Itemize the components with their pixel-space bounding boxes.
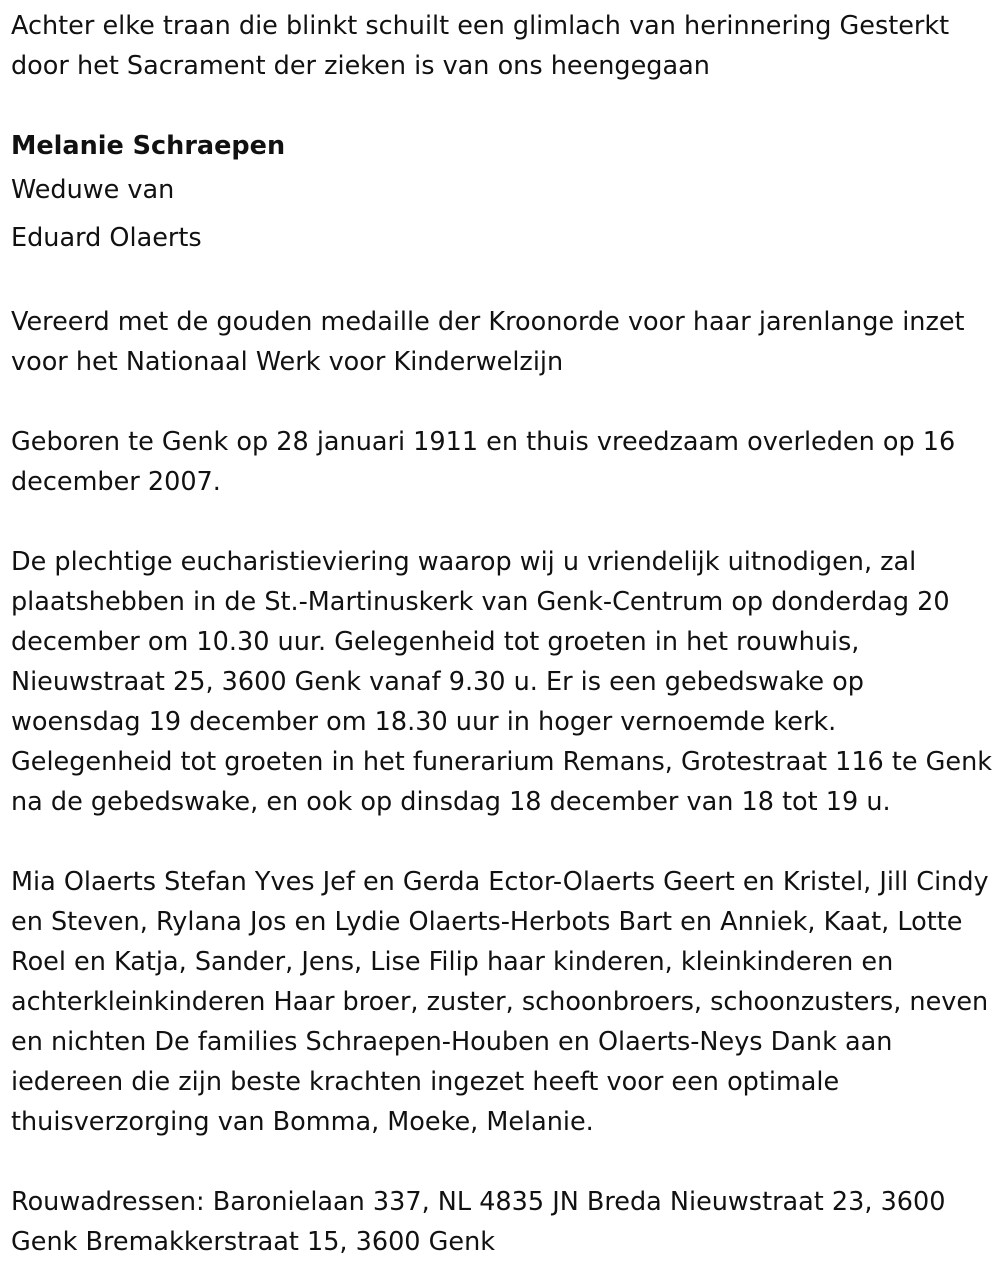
honor-paragraph: Vereerd met de gouden medaille der Kroonorde voor haar jarenlange inzet voor het Nationaal Werk voor Kinderwelzijn <box>11 307 965 377</box>
relation-label: Weduwe van <box>11 175 175 205</box>
obituary-document <box>11 6 996 1262</box>
spouse-name: Eduard Olaerts <box>11 223 202 253</box>
addresses-paragraph: Rouwadressen: Baronielaan 337, NL 4835 JN Breda Nieuwstraat 23, 3600 Genk Bremakkerstraat 15, 3600 Genk <box>11 1187 946 1257</box>
deceased-name: Melanie Schraepen <box>11 131 286 161</box>
family-paragraph: Mia Olaerts Stefan Yves Jef en Gerda Ector-Olaerts Geert en Kristel, Jill Cindy en Steven, Rylana Jos en Lydie Olaerts-Herbots Bart en Anniek, Kaat, Lotte Roel en Katja, Sander, Jens, Lise Filip haar kinderen, kleinkinderen en achterkleinkinderen Haar broer, zuster, schoonbroers, schoonzusters, neven en nichten De families Schraepen-Houben en Olaerts-Neys Dank aan iedereen die zijn beste krachten ingezet heeft voor een optimale thuisverzorging van Bomma, Moeke, Melanie. <box>11 867 989 1137</box>
intro-paragraph: Achter elke traan die blinkt schuilt een glimlach van herinnering Gesterkt door het Sacrament der zieken is van ons heengegaan <box>11 11 950 81</box>
ceremony-paragraph: De plechtige eucharistieviering waarop wij u vriendelijk uitnodigen, zal plaatshebben in de St.-Martinuskerk van Genk-Centrum op donderdag 20 december om 10.30 uur. Gelegenheid tot groeten in het rouwhuis, Nieuwstraat 25, 3600 Genk vanaf 9.30 u. Er is een gebedswake op woensdag 19 december om 18.30 uur in hoger vernoemde kerk. Gelegenheid tot groeten in het funerarium Remans, Grotestraat 116 te Genk na de gebedswake, en ook op dinsdag 18 december van 18 tot 19 u. <box>11 547 993 817</box>
birth-death-paragraph: Geboren te Genk op 28 januari 1911 en thuis vreedzaam overleden op 16 december 2007. <box>11 427 956 497</box>
